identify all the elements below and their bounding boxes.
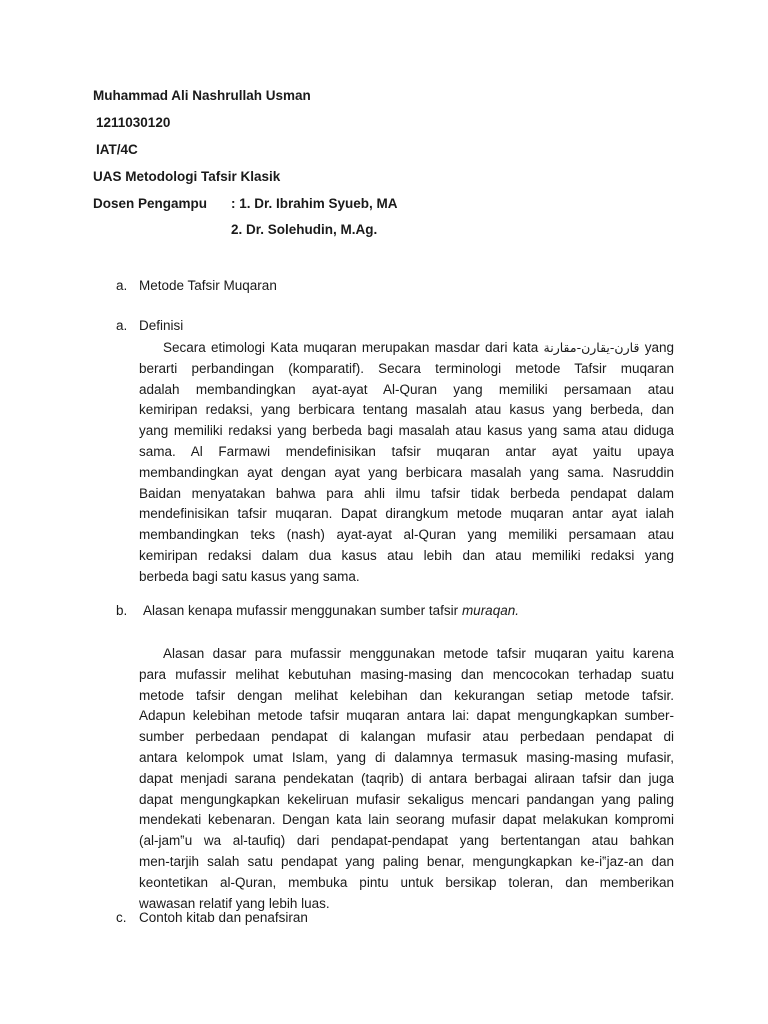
paragraph-line: yang memiliki redaksi yang berbeda bagi masalah atau kasus yang sama atau diduga [139,423,674,439]
paragraph-line: mendefinisikan tafsir muqaran. Dapat dirangkum metode muqaran antar ayat ialah [139,506,674,522]
alasan-heading [116,603,616,623]
contoh-title: Contoh kitab dan penafsiran [139,910,308,925]
paragraph-line: dapat mengungkapkan kekeliruan mufasir sekaligus mencari pandangan yang paling [139,791,674,807]
paragraph-line: keontetikan al-Quran, membuka pintu untuk bersikap toleran, dan memberikan [139,874,674,890]
list-marker: c. [116,910,127,925]
section-title: Metode Tafsir Muqaran [139,278,277,293]
definisi-heading [116,318,516,338]
list-marker: a. [116,278,128,293]
paragraph-line: (al-jam‟u wa al-taufiq) dari pendapat-pendapat yang bertentangan atau bahkan [139,833,674,849]
paragraph-line: kemiripan redaksi dalam dua kasus atau lebih dan atau memiliki redaksi yang [139,547,674,563]
definisi-title: Definisi [139,318,184,333]
paragraph-line: Secara etimologi Kata muqaran merupakan masdar dari kata قارن-يقارن-مقارنة yang [163,340,674,355]
contoh-heading [116,910,516,930]
alasan-title: Alasan kenapa mufassir menggunakan sumber tafsir [143,603,459,618]
section-heading [116,278,516,298]
alasan-paragraph [139,644,674,914]
paragraph-line: metode tafsir dengan melihat kelebihan dan kekurangan setiap metode tafsir. [139,687,674,703]
paragraph-line: adalah membandingkan ayat-ayat Al-Quran yang memiliki persamaan atau [139,381,674,397]
definisi-paragraph [139,338,674,588]
alasan-title-line [143,603,519,618]
exam-title: UAS Metodologi Tafsir Klasik [93,169,281,184]
paragraph-line: sumber perbedaan pendapat di kalangan mufasir atau perbedaan pendapat di [139,729,674,745]
paragraph-line: berbeda bagi satu kasus yang sama. [139,568,360,584]
paragraph-line: Baidan menyatakan bahwa para ahli ilmu tafsir tidak berbeda pendapat dalam [139,485,674,501]
paragraph-line: para mufassir melihat kebutuhan masing-masing dan mencocokan terhadap suatu [139,666,674,682]
list-marker: b. [116,603,128,618]
paragraph-line: Adapun kelebihan metode tafsir muqaran antara lai: dapat mengungkapkan sumber- [139,708,674,724]
paragraph-line: membandingkan teks (nash) ayat-ayat al-Quran yang memiliki persamaan atau [139,527,674,543]
paragraph-line: men-tarjih salah satu pendapat yang paling benar, mengungkapkan ke-i‟jaz-an dan [139,853,674,869]
lecturer-1: : 1. Dr. Ibrahim Syueb, MA [231,196,398,211]
arabic-term: قارن-يقارن-مقارنة [543,340,640,355]
paragraph-line: membandingkan ayat dengan ayat yang berbicara masalah yang sama. Nasruddin [139,464,674,480]
paragraph-line: dapat menjadi sarana pendekatan (taqrib) di antara berbagai aliraan tafsir dan juga [139,770,674,786]
lecturer-label: Dosen Pengampu [93,196,208,211]
paragraph-line: antara kelompok umat Islam, yang di dalamnya termasuk masing-masing mufasir, [139,749,674,765]
paragraph-line: berarti perbandingan (komparatif). Secara terminologi metode Tafsir muqaran [139,360,674,376]
lecturer-2: 2. Dr. Solehudin, M.Ag. [231,222,378,237]
paragraph-line: mendekati kebenaran. Dengan kata lain seorang mufasir dapat melakukan kompromi [139,812,674,828]
list-marker: a. [116,318,128,333]
student-class: IAT/4C [96,142,138,157]
student-name: Muhammad Ali Nashrullah Usman [93,88,311,103]
student-id: 1211030120 [96,115,171,130]
paragraph-line: wawasan relatif yang lebih luas. [139,895,330,911]
paragraph-line: kemiripan redaksi, yang berbicara tentang masalah atau kasus yang berbeda, dan [139,402,674,418]
paragraph-line: sama. Al Farmawi mendefinisikan tafsir muqaran antar ayat yaitu upaya [139,443,674,459]
paragraph-line: Alasan dasar para mufassir menggunakan metode tafsir muqaran yaitu karena [163,646,674,661]
alasan-title-italic: muraqan. [461,603,519,618]
